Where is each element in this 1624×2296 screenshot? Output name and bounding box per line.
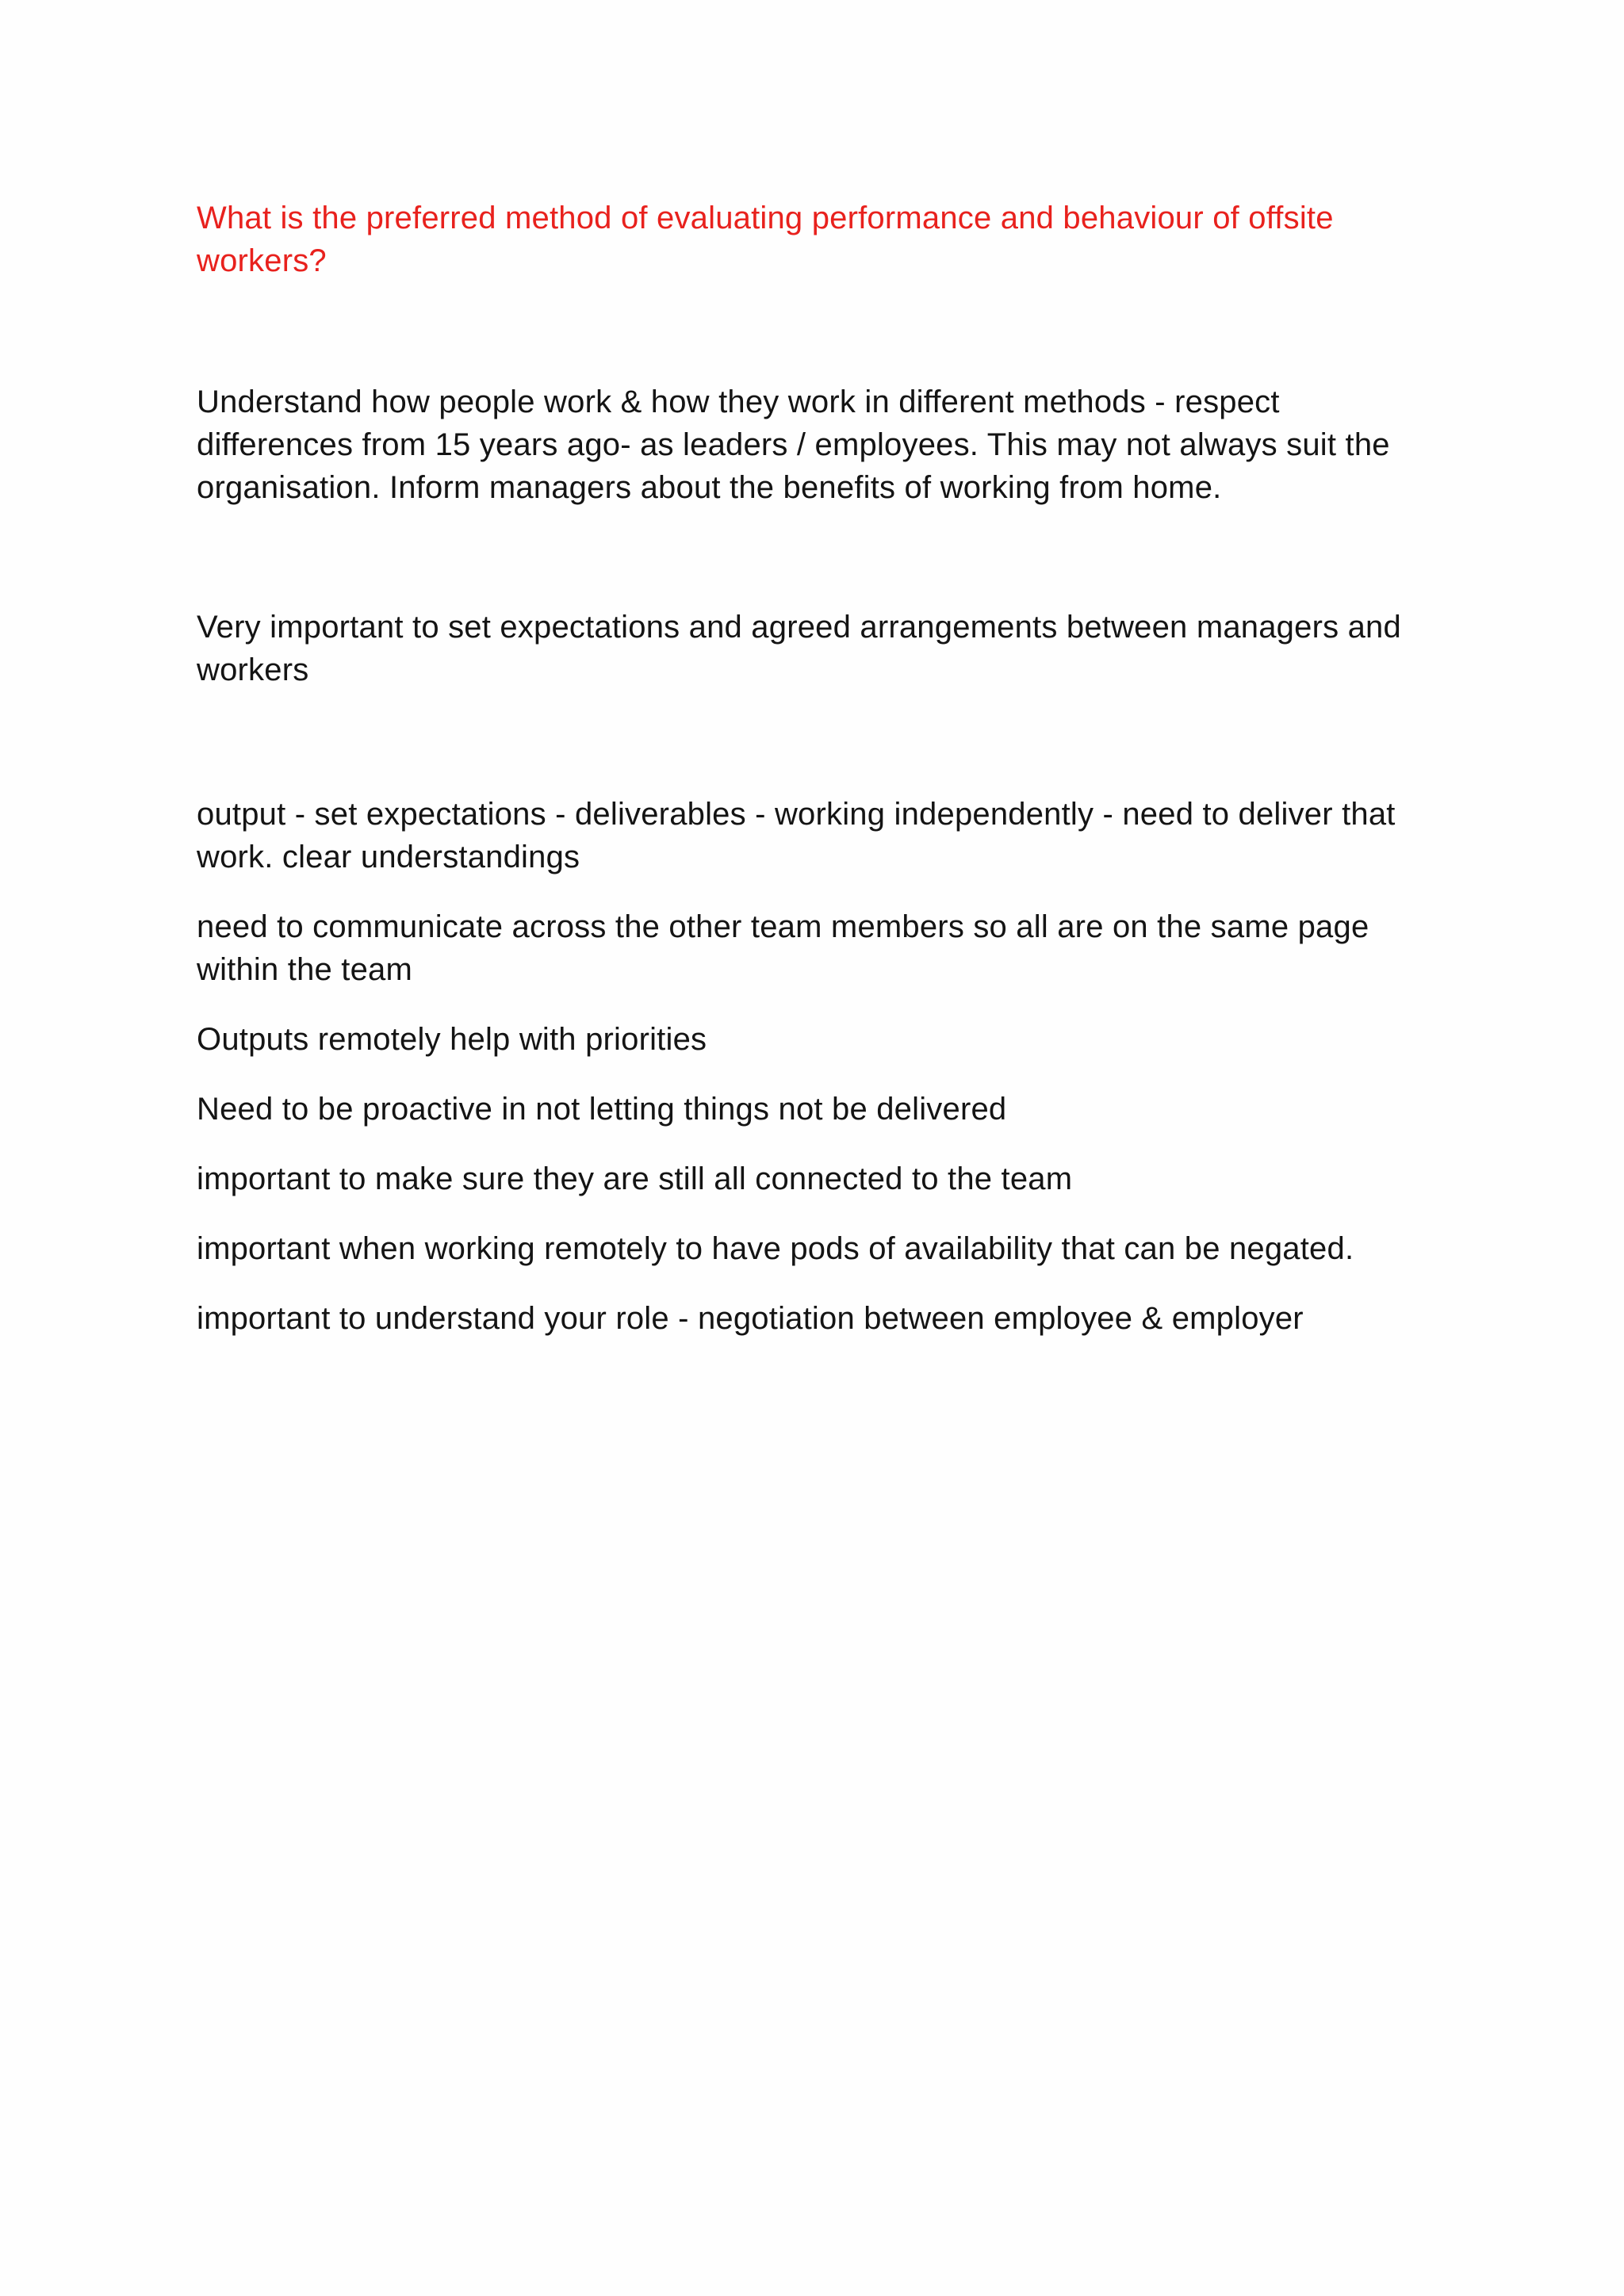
- paragraph-pods-availability: important when working remotely to have pods of availability that can be negated.: [197, 1231, 1354, 1266]
- paragraph-understand-work: Understand how people work & how they work in different methods - respect differences from 15 years ago- as leaders / employees. This may not always suit the organisation. Inform managers about the benefits of working from home.: [197, 385, 1390, 505]
- paragraph-communicate-team: need to communicate across the other team members so all are on the same page within the team: [197, 909, 1369, 987]
- paragraph-output-deliverables: output - set expectations - deliverables - working independently - need to deliver that work. clear understandings: [197, 797, 1396, 874]
- paragraph-be-proactive: Need to be proactive in not letting things not be delivered: [197, 1092, 1007, 1127]
- paragraph-set-expectations: Very important to set expectations and agreed arrangements between managers and workers: [197, 610, 1401, 687]
- paragraph-understand-role: important to understand your role - negotiation between employee & employer: [197, 1301, 1304, 1336]
- question-heading: What is the preferred method of evaluating performance and behaviour of offsite workers?: [197, 201, 1334, 278]
- document-body: [197, 197, 1434, 1340]
- paragraph-stay-connected: important to make sure they are still all connected to the team: [197, 1161, 1073, 1196]
- paragraph-outputs-priorities: Outputs remotely help with priorities: [197, 1022, 707, 1057]
